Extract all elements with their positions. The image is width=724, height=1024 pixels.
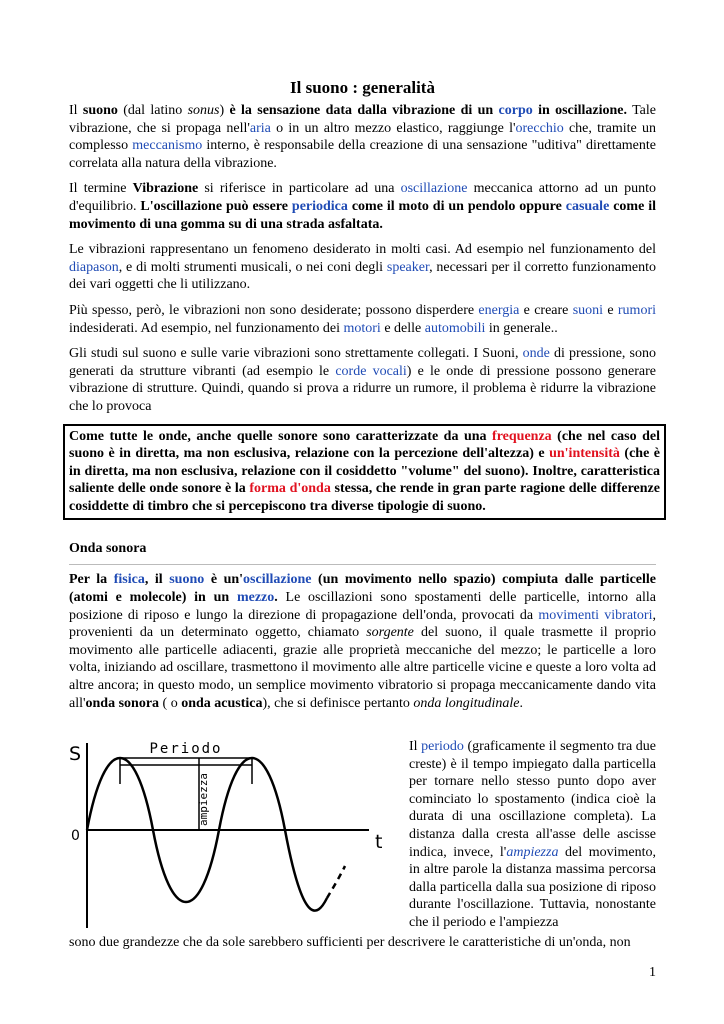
- paragraph-studi: Gli studi sul suono e sulle varie vibrazioni sono strettamente collegati. I Suoni, onde di pressione, sono generati da strutture vibranti (ad esempio le corde vocali) e le onde di pressione possono generare vibrazione di strutture. Quindi, quando si prova a ridurre un rumore, il problema è ridurre la vibrazione che lo provoca: [69, 346, 656, 414]
- link-energia[interactable]: energia: [478, 302, 520, 318]
- link-frequenza[interactable]: frequenza: [492, 428, 552, 444]
- page-number: 1: [649, 965, 656, 980]
- paragraph-continuation: sono due grandezze che da sole sarebbero sufficienti per descrivere le caratteristiche di un'onda, non: [69, 935, 631, 950]
- section-divider: [69, 564, 656, 565]
- zero-label: 0: [71, 828, 80, 844]
- paragraph-vibrazione: Il termine Vibrazione si riferisce in particolare ad una oscillazione meccanica attorno ad un punto d'equilibrio. L'oscillazione può essere periodica come il moto di un pendolo oppure casuale come il movimento di una gomma su di una strada asfaltata.: [69, 181, 657, 232]
- link-onde[interactable]: onde: [522, 346, 550, 362]
- paragraph-intro: Il suono (dal latino sonus) è la sensazione data dalla vibrazione di un corpo in oscillazione. Tale vibrazione, che si propaga nell'aria o in un altro mezzo elastico, raggiunge l'orecchio che, tramite un complesso meccanismo interno, è responsabile della creazione di una sensazione "uditiva" direttamente correlata alla natura della vibrazione.: [69, 103, 657, 171]
- periodo-label: Periodo: [149, 741, 223, 757]
- paragraph-desiderato: Le vibrazioni rappresentano un fenomeno desiderato in molti casi. Ad esempio nel funzionamento del diapason, e di molti strumenti musicali, o nei coni degli speaker, necessari per il corretto funzionamento dei vari oggetti che li utilizzano.: [69, 242, 656, 293]
- highlight-box: [63, 424, 666, 521]
- link-movimenti-vibratori[interactable]: movimenti vibratori: [538, 607, 653, 623]
- paragraph-periodo: Il periodo (graficamente il segmento tra due creste) è il tempo impiegato dalla particella per tornare nello stesso punto dopo aver cominciato lo spostamento (indica cioè la durata di una oscillazione completa). La distanza dalla cresta all'asse delle ascisse indica, invece, l'ampiezza del movimento, in altre parole la distanza massima percorsa dalla particella dalla sua posizione di riposo durante l'oscillazione. Tuttavia, nonostante che il periodo e l'ampiezza: [409, 739, 656, 930]
- highlight-text: Come tutte le onde, anche quelle sonore sono caratterizzate da una frequenza (che nel caso del suono è in diretta, ma non esclusiva, relazione con la percezione dell'altezza) e un'intensità (che è in diretta, ma non esclusiva, relazione con il cosiddetto "volume" del suono). Inoltre, caratteristica saliente delle onde sonore è la forma d'onda stessa, che rende in gran parte ragione delle differenze cosiddette di timbro che si percepiscono tra diverse tipologie di suono.: [69, 428, 661, 514]
- wave-continuation: [327, 866, 345, 898]
- link-suoni[interactable]: suoni: [572, 302, 604, 318]
- section-heading: Onda sonora: [69, 541, 147, 557]
- link-automobili[interactable]: automobili: [424, 320, 486, 336]
- t-label: t: [375, 831, 383, 853]
- link-oscillazione[interactable]: oscillazione: [400, 181, 468, 197]
- link-suono[interactable]: suono: [169, 572, 205, 588]
- link-periodo[interactable]: periodo: [421, 739, 464, 754]
- link-diapason[interactable]: diapason: [69, 259, 119, 275]
- link-periodica[interactable]: periodica: [291, 198, 348, 214]
- link-speaker[interactable]: speaker: [386, 259, 430, 275]
- link-rumori[interactable]: rumori: [617, 302, 656, 318]
- link-ampiezza[interactable]: ampiezza: [506, 844, 559, 860]
- s-label: S: [69, 743, 82, 765]
- paragraph-indesiderato: Più spesso, però, le vibrazioni non sono desiderate; possono disperdere energia e creare suoni e rumori indesiderati. Ad esempio, nel funzionamento dei motori e delle automobili in generale..: [69, 302, 656, 336]
- link-oscillazione-2[interactable]: oscillazione: [243, 572, 312, 588]
- link-corpo[interactable]: corpo: [498, 103, 533, 118]
- link-motori[interactable]: motori: [343, 320, 381, 336]
- link-aria[interactable]: aria: [249, 120, 271, 136]
- document-page: [69, 78, 661, 950]
- page-title: Il suono : generalità: [290, 78, 435, 97]
- link-fisica[interactable]: fisica: [113, 572, 145, 588]
- link-orecchio[interactable]: orecchio: [515, 120, 564, 136]
- link-corde-vocali[interactable]: corde vocali: [335, 363, 407, 379]
- ampiezza-label: ampiezza: [197, 773, 210, 826]
- link-intensita[interactable]: un'intensità: [549, 446, 620, 462]
- paragraph-onda-sonora: Per la fisica, il suono è un'oscillazione (un movimento nello spazio) compiuta dalle particelle (atomi e molecole) in un mezzo. Le oscillazioni sono spostamenti delle particelle, intorno alla posizione di riposo e lungo la direzione di propagazione dell'onda, provocati da movimenti vibratori, provenienti da un determinato oggetto, chiamato sorgente del suono, il quale trasmette il proprio movimento alle particelle adiacenti, grazie alle proprietà meccaniche del mezzo; le particelle a loro volta, iniziando ad oscillare, trasmettono il movimento alle altre particelle vicine e queste a loro volta ad altre ancora; in questo modo, un semplice movimento vibratorio si propaga meccanicamente dando vita all'onda sonora ( o onda acustica), che si definisce pertanto onda longitudinale.: [69, 572, 657, 711]
- figure-caption-column: [409, 738, 656, 932]
- waveform-diagram: [69, 738, 399, 928]
- link-forma-onda[interactable]: forma d'onda: [249, 481, 331, 497]
- link-casuale[interactable]: casuale: [565, 198, 610, 214]
- link-mezzo[interactable]: mezzo: [236, 590, 275, 606]
- link-meccanismo[interactable]: meccanismo: [132, 138, 203, 154]
